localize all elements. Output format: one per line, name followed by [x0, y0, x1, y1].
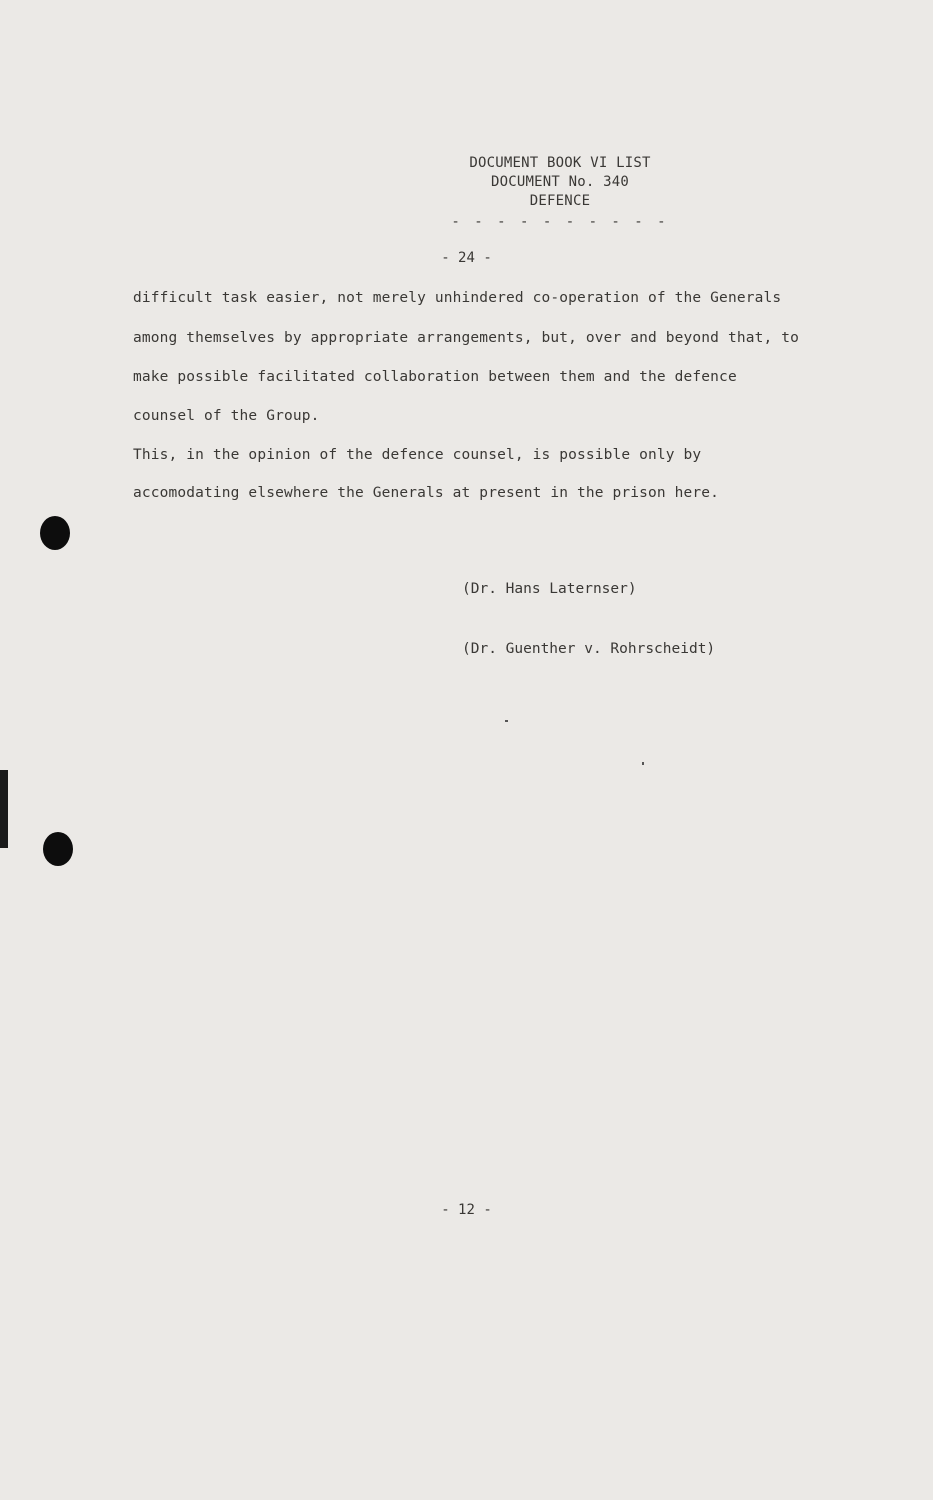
ink-speck	[642, 762, 644, 765]
signature-laternser: (Dr. Hans Laternser)	[462, 581, 637, 597]
page-number-top: - 24 -	[441, 250, 492, 266]
document-header	[360, 154, 760, 232]
punch-hole-top	[40, 516, 70, 550]
header-section: DEFENCE	[529, 193, 591, 209]
header-rule: - - - - - - - - - -	[451, 214, 669, 230]
ink-speck	[505, 720, 508, 722]
body-line-3: make possible facilitated collaboration between them and the defence	[133, 369, 737, 385]
signature-rohrscheidt: (Dr. Guenther v. Rohrscheidt)	[462, 641, 716, 657]
body-line-1: difficult task easier, not merely unhindered co-operation of the Generals	[133, 290, 782, 306]
header-title: DOCUMENT BOOK VI LIST	[469, 155, 651, 171]
body-line-6: accomodating elsewhere the Generals at present in the prison here.	[133, 485, 720, 501]
body-line-4: counsel of the Group.	[133, 408, 320, 424]
body-line-2: among themselves by appropriate arrangements, but, over and beyond that, to	[133, 330, 799, 346]
header-document-number: DOCUMENT No. 340	[490, 174, 630, 190]
punch-hole-bottom	[43, 832, 73, 866]
binding-edge	[0, 770, 8, 848]
body-line-5: This, in the opinion of the defence counsel, is possible only by	[133, 447, 702, 463]
page-number-bottom: - 12 -	[441, 1202, 492, 1218]
